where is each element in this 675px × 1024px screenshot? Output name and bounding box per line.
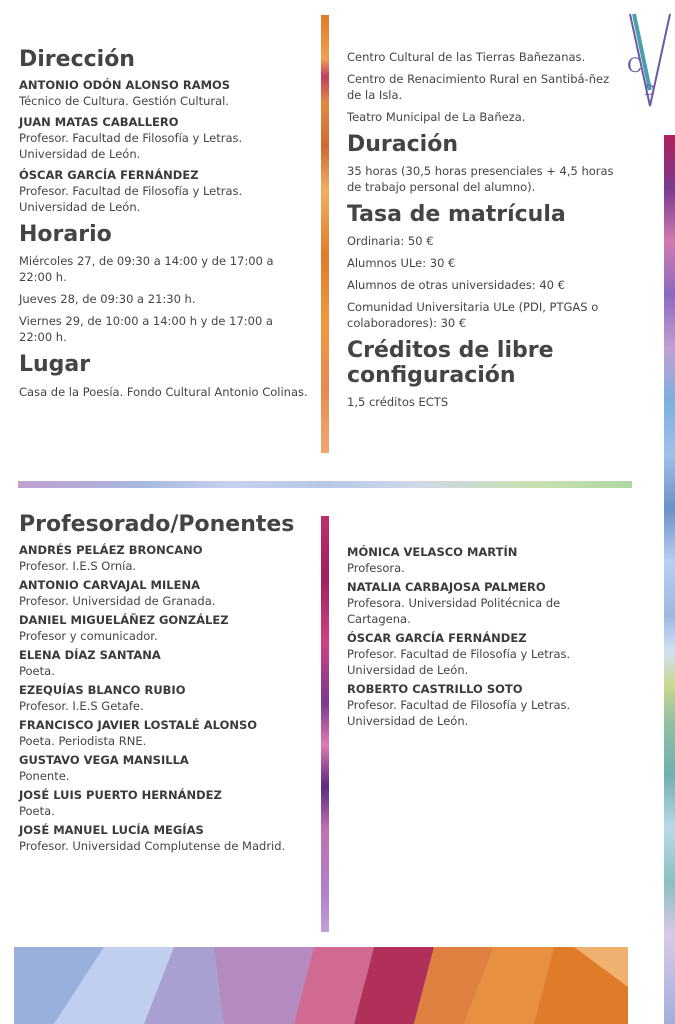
creditos-heading: Créditos de libre configuración xyxy=(347,338,554,388)
horario-heading: Horario xyxy=(19,222,112,248)
ponente-item xyxy=(347,631,617,678)
profesorado-left-column xyxy=(19,513,309,858)
ponente-item xyxy=(347,545,617,576)
vertical-divider-top xyxy=(321,15,329,453)
lugar-line: Casa de la Poesía. Fondo Cultural Antonio Colinas. xyxy=(19,384,308,399)
ponente-item xyxy=(19,613,309,644)
ponente-item xyxy=(347,580,617,627)
creditos-text: 1,5 créditos ECTS xyxy=(347,394,449,409)
tasa-line: Comunidad Universitaria ULe (PDI, PTGAS o colaboradores): 30 € xyxy=(347,300,599,331)
right-decor-strip xyxy=(664,135,675,1024)
tasa-section xyxy=(347,203,617,331)
lugar-line: Centro Cultural de las Tierras Bañezanas. xyxy=(347,50,586,64)
ponente-item xyxy=(19,753,309,784)
direccion-heading: Dirección xyxy=(19,47,135,72)
left-top-column xyxy=(19,48,309,408)
ponente-role: Profesora. xyxy=(347,561,405,575)
ponente-item xyxy=(19,543,309,574)
svg-text:D: D xyxy=(644,83,656,99)
creditos-section xyxy=(347,339,617,409)
ponente-role: Profesor. I.E.S Getafe. xyxy=(19,699,144,714)
person-name: ANTONIO ODÓN ALONSO RAMOS xyxy=(19,78,231,93)
ponente-name: ROBERTO CASTRILLO SOTO xyxy=(347,682,523,696)
ponente-role: Poeta. xyxy=(19,804,55,819)
direccion-person xyxy=(19,78,309,109)
direccion-person xyxy=(19,115,309,162)
right-top-column xyxy=(347,49,617,418)
ponente-name: GUSTAVO VEGA MANSILLA xyxy=(19,753,189,768)
tasa-line: Ordinaria: 50 € xyxy=(347,234,434,249)
horizontal-divider xyxy=(18,481,632,488)
ponente-role: Profesor. I.E.S Ornía. xyxy=(19,559,137,574)
ponente-name: DANIEL MIGUELÁÑEZ GONZÁLEZ xyxy=(19,613,229,628)
lugar-line: Centro de Renacimiento Rural en Santibá-ñez de la Isla. xyxy=(347,72,610,102)
person-role: Profesor. Facultad de Filosofía y Letras. Universidad de León. xyxy=(19,131,243,162)
ponente-name: NATALIA CARBAJOSA PALMERO xyxy=(347,580,546,594)
ponente-item xyxy=(19,718,309,749)
lugar-heading: Lugar xyxy=(19,352,91,378)
ponente-role: Profesor. Facultad de Filosofía y Letras. Universidad de León. xyxy=(347,647,571,677)
ponente-role: Profesor. Facultad de Filosofía y Letras. Universidad de León. xyxy=(347,698,571,728)
person-role: Técnico de Cultura. Gestión Cultural. xyxy=(19,94,229,109)
duracion-heading: Duración xyxy=(347,132,458,157)
ponente-role: Profesora. Universidad Politécnica de Cartagena. xyxy=(347,596,561,626)
tasa-line: Alumnos ULe: 30 € xyxy=(347,256,456,271)
ponente-role: Poeta. Periodista RNE. xyxy=(19,734,147,749)
vertical-divider-bottom xyxy=(321,516,329,932)
horario-line: Jueves 28, de 09:30 a 21:30 h. xyxy=(19,292,196,307)
horario-section xyxy=(19,223,309,345)
person-name: JUAN MATAS CABALLERO xyxy=(19,115,179,130)
ponente-name: MÓNICA VELASCO MARTÍN xyxy=(347,545,518,559)
ponente-name: EZEQUÍAS BLANCO RUBIO xyxy=(19,683,186,698)
ponente-item xyxy=(19,683,309,714)
bottom-banner xyxy=(14,947,628,1024)
ponente-name: FRANCISCO JAVIER LOSTALÉ ALONSO xyxy=(19,718,258,733)
ponente-name: ÓSCAR GARCÍA FERNÁNDEZ xyxy=(347,631,527,645)
ponente-name: ANDRÉS PELÁEZ BRONCANO xyxy=(19,543,203,558)
horario-line: Viernes 29, de 10:00 a 14:00 h y de 17:00 a 22:00 h. xyxy=(19,314,273,345)
tasa-line: Alumnos de otras universidades: 40 € xyxy=(347,278,565,293)
profesorado-heading: Profesorado/Ponentes xyxy=(19,512,295,537)
ponente-role: Poeta. xyxy=(19,664,55,679)
ponente-role: Profesor. Universidad de Granada. xyxy=(19,594,216,609)
ponente-item xyxy=(19,788,309,819)
logo xyxy=(624,10,674,110)
horario-line: Miércoles 27, de 09:30 a 14:00 y de 17:00 a 22:00 h. xyxy=(19,254,274,285)
lugar-continued xyxy=(347,49,617,125)
ponente-role: Profesor. Universidad Complutense de Madrid. xyxy=(19,839,286,854)
duracion-section xyxy=(347,133,617,195)
ponente-item xyxy=(347,682,617,729)
ponente-item xyxy=(19,648,309,679)
direccion-section xyxy=(19,48,309,215)
ponente-name: ANTONIO CARVAJAL MILENA xyxy=(19,578,200,593)
direccion-person xyxy=(19,168,309,215)
profesorado-right-column xyxy=(347,545,617,733)
person-name: ÓSCAR GARCÍA FERNÁNDEZ xyxy=(19,168,199,183)
person-role: Profesor. Facultad de Filosofía y Letras. Universidad de León. xyxy=(19,184,243,215)
ponente-item xyxy=(19,578,309,609)
ponente-role: Profesor y comunicador. xyxy=(19,629,158,644)
duracion-text: 35 horas (30,5 horas presenciales + 4,5 horas de trabajo personal del alumno). xyxy=(347,164,614,195)
ponente-item xyxy=(19,823,309,854)
lugar-section xyxy=(19,353,309,399)
ponente-name: JOSÉ MANUEL LUCÍA MEGÍAS xyxy=(19,823,204,838)
lugar-line: Teatro Municipal de La Bañeza. xyxy=(347,110,526,124)
ponente-role: Ponente. xyxy=(19,769,70,784)
tasa-heading: Tasa de matrícula xyxy=(347,202,566,228)
ponente-name: ELENA DÍAZ SANTANA xyxy=(19,648,161,663)
svg-text:C: C xyxy=(627,53,643,77)
ponente-name: JOSÉ LUIS PUERTO HERNÁNDEZ xyxy=(19,788,222,803)
